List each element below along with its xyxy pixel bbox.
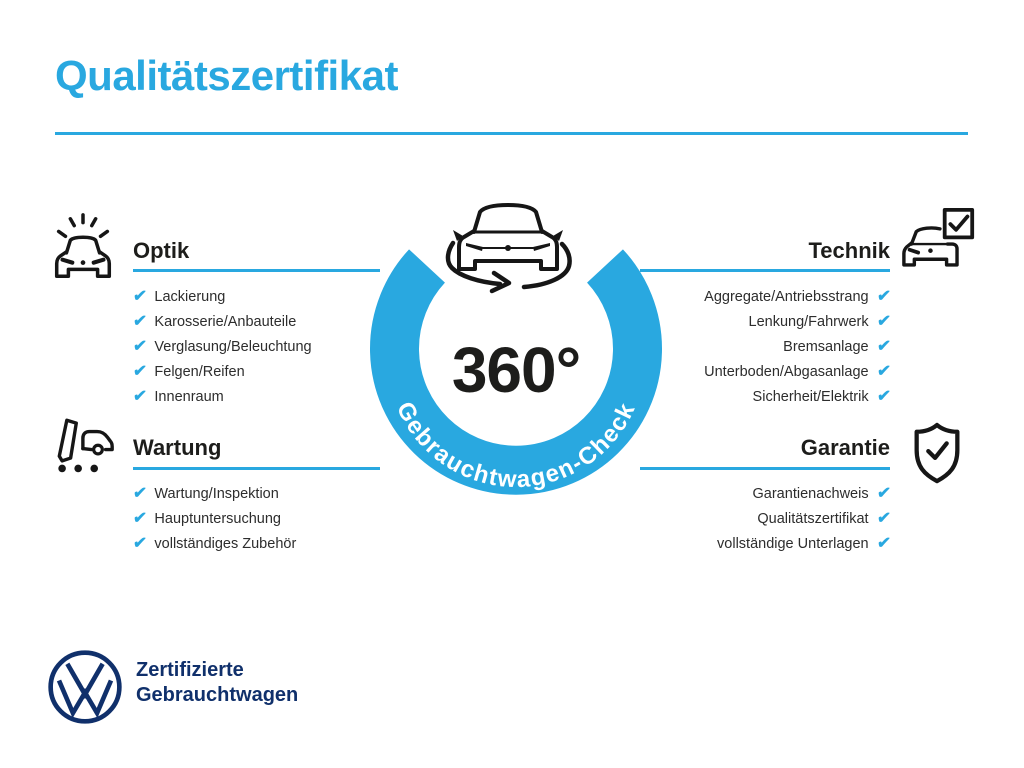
item-label: Lenkung/Fahrwerk: [748, 314, 869, 330]
garantie-item-list: [717, 486, 890, 561]
checklist-item: [757, 511, 890, 527]
item-label: Hauptuntersuchung: [154, 511, 281, 527]
section-heading-wartung: Wartung: [133, 435, 222, 460]
footer-claim-line2: Gebrauchtwagen: [136, 684, 299, 706]
checklist-item: [133, 339, 312, 355]
badge-ring-label: Gebrauchtwagen-Check: [390, 397, 642, 494]
check-icon: ✔: [132, 485, 148, 502]
checklist-item: [133, 314, 296, 330]
item-label: vollständiges Zubehör: [154, 536, 297, 552]
badge-ring: [395, 266, 638, 470]
check-icon: ✔: [875, 535, 891, 552]
check-icon: ✔: [132, 338, 148, 355]
footer-claim: [136, 658, 298, 708]
wartung-item-list: [133, 486, 296, 561]
item-label: Felgen/Reifen: [154, 364, 245, 380]
section-rule-technik: [640, 269, 890, 272]
item-label: Qualitätszertifikat: [757, 511, 869, 527]
checklist-item: [133, 511, 281, 527]
item-label: Sicherheit/Elektrik: [752, 389, 869, 405]
checklist-item: [704, 364, 890, 380]
badge-degree-label: 360°: [451, 334, 581, 406]
check-icon: ✔: [875, 338, 891, 355]
checklist-item: [783, 339, 890, 355]
item-label: Garantienachweis: [752, 486, 869, 502]
checklist-item: [133, 536, 296, 552]
check-icon: ✔: [875, 485, 891, 502]
item-label: vollständige Unterlagen: [717, 536, 869, 552]
checklist-item: [133, 289, 225, 305]
check-icon: ✔: [132, 388, 148, 405]
car-rotation-icon: [448, 205, 570, 291]
section-rule-garantie: [640, 467, 890, 470]
title-divider: [55, 132, 968, 135]
item-label: Verglasung/Beleuchtung: [154, 339, 312, 355]
check-icon: ✔: [875, 510, 891, 527]
item-label: Lackierung: [154, 289, 226, 305]
check-icon: ✔: [132, 535, 148, 552]
check-icon: ✔: [875, 313, 891, 330]
checklist-item: [753, 389, 890, 405]
check-icon: ✔: [875, 288, 891, 305]
checklist-item: [717, 536, 890, 552]
checklist-item: [749, 314, 891, 330]
item-label: Wartung/Inspektion: [154, 486, 279, 502]
check-icon: ✔: [875, 363, 891, 380]
check-icon: ✔: [875, 388, 891, 405]
section-heading-garantie: Garantie: [800, 435, 890, 460]
check-icon: ✔: [132, 313, 148, 330]
check-icon: ✔: [132, 363, 148, 380]
item-label: Aggregate/Antriebsstrang: [704, 289, 869, 305]
item-label: Unterboden/Abgasanlage: [704, 364, 869, 380]
checklist-item: [133, 389, 224, 405]
footer-claim-line1: Zertifizierte: [136, 659, 244, 681]
section-heading-optik: Optik: [133, 238, 190, 263]
checklist-item: [133, 364, 245, 380]
technik-item-list: [704, 289, 890, 414]
car-shine-icon: [46, 208, 120, 288]
check-icon: ✔: [132, 288, 148, 305]
item-label: Bremsanlage: [783, 339, 869, 355]
item-label: Innenraum: [154, 389, 224, 405]
page-title: Qualitätszertifikat: [55, 52, 398, 99]
car-checkbox-icon: [902, 206, 976, 284]
checklist-item: [133, 486, 279, 502]
shield-check-icon: [906, 420, 968, 490]
optik-item-list: [133, 289, 312, 414]
section-heading-technik: Technik: [808, 238, 890, 263]
service-note-car-icon: [45, 408, 117, 476]
check-icon: ✔: [132, 510, 148, 527]
item-label: Karosserie/Anbauteile: [154, 314, 297, 330]
section-rule-optik: [133, 269, 380, 272]
vw-logo: [46, 648, 124, 726]
checklist-item: [753, 486, 890, 502]
section-rule-wartung: [133, 467, 380, 470]
checklist-item: [704, 289, 890, 305]
